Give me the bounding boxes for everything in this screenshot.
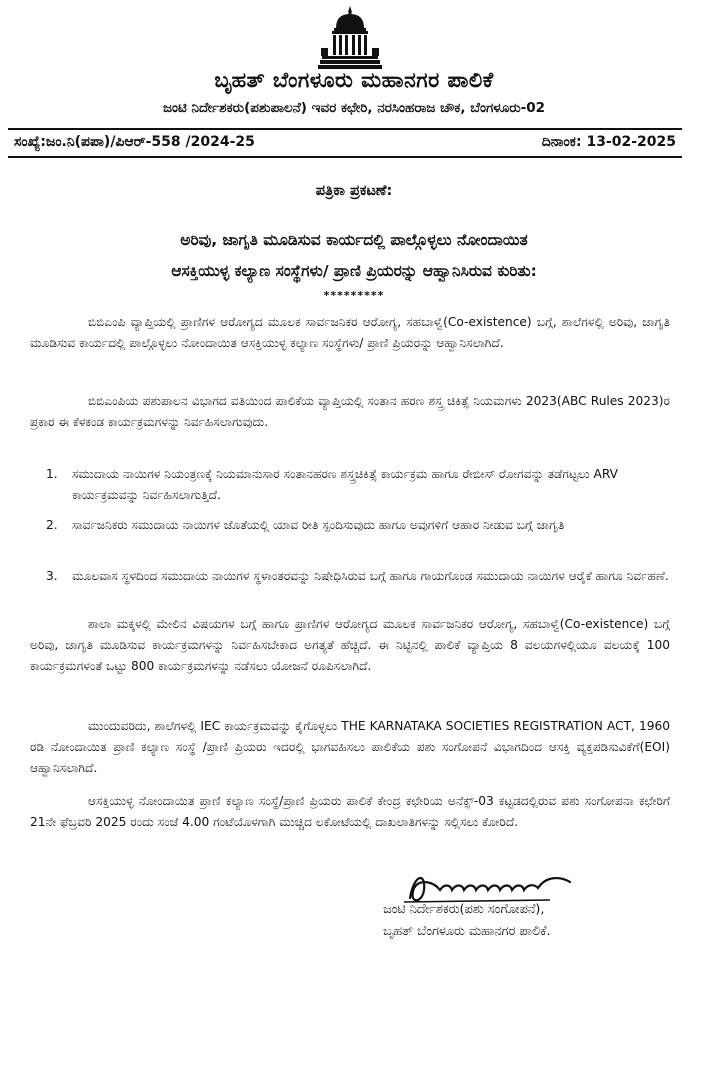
paragraph-4: ಮುಂದುವರಿದು, ಶಾಲೆಗಳಲ್ಲಿ IEC ಕಾರ್ಯಕ್ರಮವನ್ನು ಕೈಗೊಳ್ಳಲು THE KARNATAKA SOCIETIES REGISTRATION ACT, 1960 ರಡಿ ನೋಂದಾಯಿತ ಪ್ರಾಣಿ ಕಲ್ಯಾಣ ಸಂಸ್ಥೆ /ಪ್ರಾಣಿ ಪ್ರಿಯರು ಇದರಲ್ಲಿ ಭಾಗವಹಿಸಲು ಪಾಲಿಕೆಯ ಪಶು ಸಂಗೋಪನೆ ವಿಭಾಗದಿಂದ ಆಸಕ್ತಿ ವ್ಯಕ್ತಪಡಿಸುವಿಕೆಗೆ(EOI) ಆಹ್ವಾನಿಸಲಾಗಿದೆ. [30, 719, 670, 775]
signatory-organization: ಬೃಹತ್ ಬೆಂಗಳೂರು ಮಹಾನಗರ ಪಾಲಿಕೆ. [383, 924, 551, 939]
office-address: ಜಂಟಿ ನಿರ್ದೇಶಕರು(ಪಶುಪಾಲನೆ) ಇವರ ಕಛೇರಿ, ನರಸಿಂಹರಾಜ ಚೌಕ, ಬೆಂಗಳೂರು-02 [162, 100, 546, 116]
reference-bar [8, 128, 682, 158]
paragraph-1: ಬಿಬಿಎಂಪಿ ವ್ಯಾಪ್ತಿಯಲ್ಲಿ ಪ್ರಾಣಿಗಳ ಆರೋಗ್ಯದ ಮೂಲಕ ಸಾರ್ವಜನಿಕರ ಆರೋಗ್ಯ, ಸಹಬಾಳ್ವೆ(Co-existence) ಬಗ್ಗೆ, ಶಾಲೆಗಳಲ್ಲಿ ಅರಿವು, ಜಾಗೃತಿ ಮೂಡಿಸುವ ಕಾರ್ಯದಲ್ಲಿ ಪಾಲ್ಗೊಳ್ಳಲು ನೋಂದಾಯಿತ ಆಸಕ್ತಿಯುಳ್ಳ ಕಲ್ಯಾಣ ಸಂಸ್ಥೆಗಳು/ ಪ್ರಾಣಿ ಪ್ರಿಯರನ್ನು ಆಹ್ವಾನಿಸಲಾಗಿದೆ. [30, 315, 670, 350]
list-item-number: 2. [46, 518, 58, 532]
list-item-text: ಸಮುದಾಯ ನಾಯಿಗಳ ನಿಯಂತ್ರಣಕ್ಕೆ ನಿಯಮಾನುಸಾರ ಸಂತಾನಹರಣ ಶಸ್ತ್ರಚಿಕಿತ್ಸೆ ಕಾರ್ಯಕ್ರಮ ಹಾಗೂ ರೇಬೀಸ್ ರೋಗವನ್ನು ತಡೆಗಟ್ಟಲು ARV ಕಾರ್ಯಕ್ರಮವನ್ನು ನಿರ್ವಹಿಸಲಾಗುತ್ತಿದೆ. [72, 467, 618, 502]
list-item-number: 1. [46, 467, 58, 481]
reference-number: ಸಂಖ್ಯೆ:ಜಂ.ನಿ(ಪಪಾ)/ಪಿಆರ್-558 /2024-25 [14, 134, 255, 150]
signatory-designation: ಜಂಟಿ ನಿರ್ದೇಶಕರು(ಪಶು ಸಂಗೋಪನೆ), [383, 902, 545, 917]
organization-title: ಬೃಹತ್ ಬೆಂಗಳೂರು ಮಹಾನಗರ ಪಾಲಿಕೆ [214, 68, 494, 92]
paragraph-5: ಆಸಕ್ತಿಯುಳ್ಳ ನೋಂದಾಯಿತ ಪ್ರಾಣಿ ಕಲ್ಯಾಣ ಸಂಸ್ಥೆ/ಪ್ರಾಣಿ ಪ್ರಿಯರು ಪಾಲಿಕೆ ಕೇಂದ್ರ ಕಛೇರಿಯ ಅನೆಕ್ಸ್-03 ಕಟ್ಟಡದಲ್ಲಿರುವ ಪಶು ಸಂಗೋಪನಾ ಕಛೇರಿಗೆ 21ನೇ ಫೆಬ್ರವರಿ 2025 ರಂದು ಸಂಜೆ 4.00 ಗಂಟೆಯೊಳಗಾಗಿ ಮುಚ್ಚಿದ ಲಕೋಟೆಯಲ್ಲಿ ದಾಖಲಾತಿಗಳನ್ನು ಸಲ್ಲಿಸಲು ಕೋರಿದೆ. [30, 794, 670, 829]
list-item [46, 515, 670, 536]
paragraph-3: ಶಾಲಾ ಮಕ್ಕಳಲ್ಲಿ ಮೇಲಿನ ವಿಷಯಗಳ ಬಗ್ಗೆ ಹಾಗೂ ಪ್ರಾಣಿಗಳ ಆರೋಗ್ಯದ ಮೂಲಕ ಸಾರ್ವಜನಿಕರ ಆರೋಗ್ಯ, ಸಹಬಾಳ್ವೆ(Co-existence) ಬಗ್ಗೆ ಅರಿವು, ಜಾಗೃತಿ ಮೂಡಿಸುವ ಕಾರ್ಯಕ್ರಮಗಳನ್ನು ನಿರ್ವಹಿಸಬೇಕಾದ ಅಗತ್ಯತೆ ಹೆಚ್ಚಿದೆ. ಈ ನಿಟ್ಟಿನಲ್ಲಿ ಪಾಲಿಕೆ ವ್ಯಾಪ್ತಿಯ 8 ವಲಯಗಳಲ್ಲಿಯೂ ವಲಯಕ್ಕೆ 100 ಕಾರ್ಯಕ್ರಮಗಳಂತೆ ಒಟ್ಟು 800 ಕಾರ್ಯಕ್ರಮಗಳನ್ನು ನಡೆಸಲು ಯೋಜನೆ ರೂಪಿಸಲಾಗಿದೆ. [30, 617, 670, 673]
list-item-text: ಮೂಲವಾಸ ಸ್ಥಳದಿಂದ ಸಮುದಾಯ ನಾಯಿಗಳ ಸ್ಥಳಾಂತರವನ್ನು ನಿಷೇಧಿಸಿರುವ ಬಗ್ಗೆ ಹಾಗೂ ಗಾಯಗೊಂಡ ಸಮುದಾಯ ನಾಯಿಗಳ ಆರೈಕೆ ಹಾಗೂ ನಿರ್ವಹಣೆ. [72, 569, 669, 583]
list-item [46, 566, 670, 587]
bbmp-building-emblem-icon [318, 4, 382, 70]
list-item-text: ಸಾರ್ವಜನಿಕರು ಸಮುದಾಯ ನಾಯಿಗಳ ಜೊತೆಯಲ್ಲಿ ಯಾವ ರೀತಿ ಸ್ಪಂದಿಸುವುದು ಹಾಗೂ ಅವುಗಳಿಗೆ ಆಹಾರ ನೀಡುವ ಬಗ್ಗೆ ಜಾಗೃತಿ [72, 518, 565, 532]
subject [40, 225, 668, 287]
press-release-heading: ಪತ್ರಿಕಾ ಪ್ರಕಟಣೆ: [315, 183, 393, 199]
separator-stars: ********* [323, 289, 385, 302]
paragraph-2: ಬಿಬಿಎಂಪಿಯ ಪಶುಪಾಲನ ವಿಭಾಗದ ವತಿಯಿಂದ ಪಾಲಿಕೆಯ ವ್ಯಾಪ್ತಿಯಲ್ಲಿ ಸಂತಾನ ಹರಣ ಶಸ್ತ್ರ ಚಿಕಿತ್ಸೆ ನಿಯಮಗಳು 2023(ABC Rules 2023)ರ ಪ್ರಕಾರ ಈ ಕೆಳಕಂಡ ಕಾರ್ಯಕ್ರಮಗಳನ್ನು ನಿರ್ವಹಿಸಲಾಗುವುದು. [30, 394, 670, 429]
issue-date: ದಿನಾಂಕ: 13-02-2025 [541, 134, 676, 150]
subject-line-2: ಆಸಕ್ತಿಯುಳ್ಳ ಕಲ್ಯಾಣ ಸಂಸ್ಥೆಗಳು/ ಪ್ರಾಣಿ ಪ್ರಿಯರನ್ನು ಆಹ್ವಾನಿಸಿರುವ ಕುರಿತು: [171, 262, 537, 280]
list-item [46, 464, 670, 506]
subject-line-1: ಅರಿವು, ಜಾಗೃತಿ ಮೂಡಿಸುವ ಕಾರ್ಯದಲ್ಲಿ ಪಾಲ್ಗೊಳ್ಳಲು ನೋಂದಾಯಿತ [180, 231, 528, 249]
list-item-number: 3. [46, 569, 58, 583]
